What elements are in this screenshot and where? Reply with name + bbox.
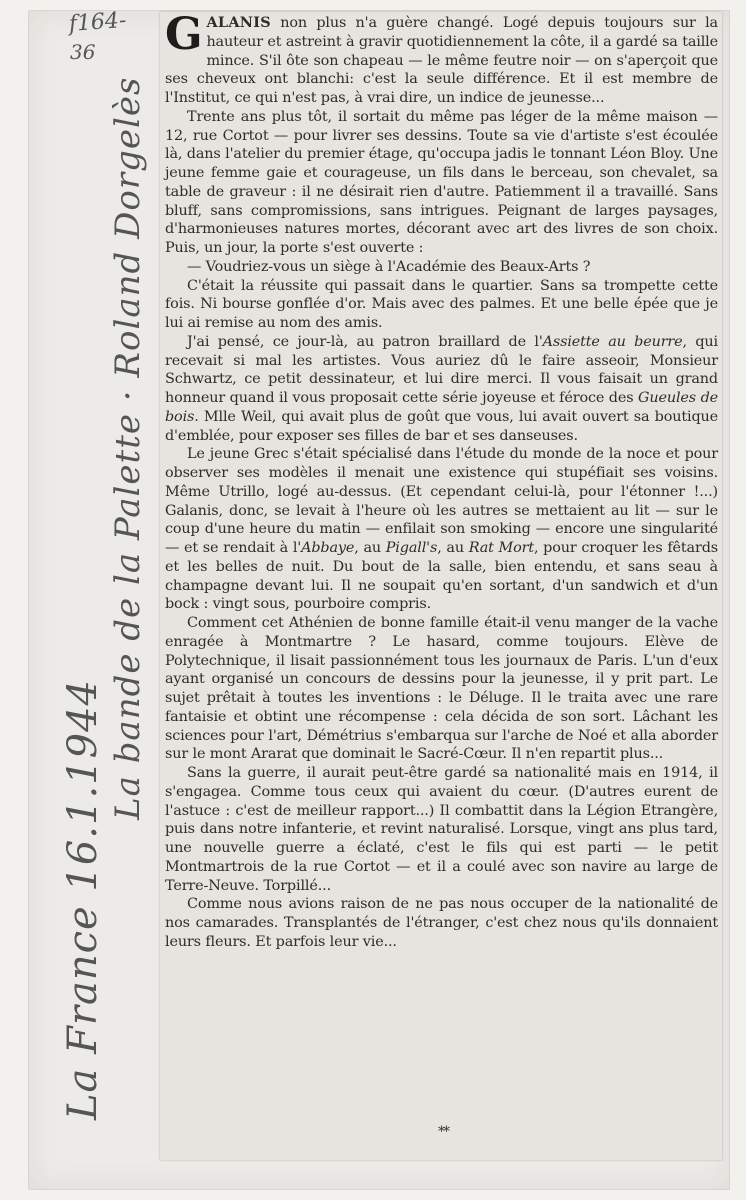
paragraph-5 — [165, 333, 718, 446]
handwritten-margin-note-date: La France 16.1.1944 — [60, 679, 106, 1120]
venue-italic: Abbaye — [301, 540, 355, 556]
text-run: J'ai pensé, ce jour-là, au patron braillard de l' — [187, 333, 543, 350]
title-italic: Assiette au beurre — [542, 333, 683, 350]
end-asterism: ** — [438, 1124, 448, 1140]
handwritten-reference-top: f164- — [68, 7, 128, 37]
venue-italic: Pigall's — [385, 540, 438, 556]
handwritten-margin-note-title: La bande de la Palette · Roland Dorgelès — [108, 76, 148, 820]
paragraph-1-text: non plus n'a guère changé. Logé depuis toujours sur la hauteur et astreint à gravir quotidiennement la côte, il a gardé sa taille mince. S'il ôte son chapeau — le même feutre noir — on s'aperçoit que ses cheveux ont blanchi: c'est la seule différence. Et il est membre de l'Institut, ce qui n'est pas, à vrai dire, un indice de jeunesse... — [165, 15, 718, 106]
text-run: , pour croquer les fêtards et les belles de nuit. Du bout de la salle, bien entendu, et sans seau à champagne devant lui. Il ne soupait qu'en sortant, d'un sandwich et d'un bock : vingt sous, pourboire compris. — [165, 540, 718, 613]
paragraph-8: Sans la guerre, il aurait peut-être gardé sa nationalité mais en 1914, il s'engagea. Comme tous ceux qui avaient du cœur. (D'autres eurent de l'astuce : c'est de meilleur rapport...) Il combattit dans la Légion Etrangère, puis dans notre infanterie, et revint naturalisé. Lorsque, vingt ans plus tard, une nouvelle guerre a éclaté, c'est le fils qui est parti — le petit Montmartrois de la rue Cortot — et il a coulé avec son navire au large de Terre-Neuve. Torpillé... — [165, 765, 718, 894]
text-run: Le jeune Grec s'était spécialisé dans l'étude du monde de la noce et pour observer ses modèles il menait une existence qui stupéfiait ses voisins. Même Utrillo, logé au-dessus. (Et cependant celui-là, pour l'étonner !...) Galanis, donc, se levait à l'heure où les autres se mettaient au lit — sur le coup d'une heure du matin — enfilait son smoking — encore une singularité — et se rendait à l' — [165, 446, 718, 556]
paragraph-9: Comme nous avions raison de ne pas nous occuper de la nationalité de nos camarades. Transplantés de l'étranger, c'est chez nous qu'ils donnaient leurs fleurs. Et parfois leur vie... — [165, 896, 718, 950]
text-run: . Mlle Weil, qui avait plus de goût que vous, lui avait ouvert sa boutique d'emblée, pour exposer ses filles de bar et ses danseuses. — [165, 408, 718, 444]
text-run: , au — [437, 540, 469, 556]
paragraph-2: Trente ans plus tôt, il sortait du même pas léger de la même maison — 12, rue Cortot — pour livrer ses dessins. Toute sa vie d'artiste s'est écoulée là, dans l'atelier du premier étage, qu'occupa jadis le tonnant Léon Bloy. Une jeune femme gaie et courageuse, un fils dans le berceau, son chevalet, sa table de graveur : il ne désirait rien d'autre. Patiemment il a travaillé. Sans bluff, sans compromissions, sans intrigues. Peignant de larges paysages, d'harmonieuses natures mortes, décorant avec art des livres de son choix. Puis, un jour, la porte s'est ouverte : — [165, 108, 718, 256]
handwritten-reference-bottom: 36 — [70, 40, 96, 64]
paragraph-1 — [165, 9, 718, 108]
paragraph-7: Comment cet Athénien de bonne famille était-il venu manger de la vache enragée à Montmartre ? Le hasard, comme toujours. Elève de Polytechnique, il lisait passionnément tous les journaux de Paris. L'un d'eux ayant organisé un concours de dessins pour la jeunesse, il y prit part. Le sujet prêtait à toutes les inventions : le Déluge. Il le traita avec une rare fantaisie et obtint une récompense : cela décida de son sort. Lâchant les sciences pour l'art, Démétrius s'embarqua sur l'arche de Noé et alla aborder sur le mont Ararat que dominait le Sacré-Cœur. Il n'en repartit plus... — [165, 615, 718, 763]
paragraph-3: — Voudriez-vous un siège à l'Académie des Beaux-Arts ? — [187, 258, 591, 275]
drop-cap: G — [165, 9, 203, 60]
paragraph-4: C'était la réussite qui passait dans le quartier. Sans sa trompette cette fois. Ni bourse gonflée d'or. Mais avec des palmes. Et une belle épée que je lui ai remise au nom des amis. — [165, 277, 718, 331]
paragraph-6 — [165, 445, 718, 614]
text-run: , au — [354, 540, 386, 556]
text-run: , qui recevait si mal les artistes. Vous auriez dû le faire asseoir, Monsieur Schwartz, ce petit dessinateur, et lui dire merci. Il vous faisait un grand honneur quand il vous proposait cette série joyeuse et féroce des — [165, 333, 718, 406]
lead-word: ALANIS — [206, 14, 271, 31]
title-italic: Gueules de bois — [165, 390, 718, 425]
article-body — [165, 9, 718, 952]
venue-italic: Rat Mort — [468, 540, 534, 556]
